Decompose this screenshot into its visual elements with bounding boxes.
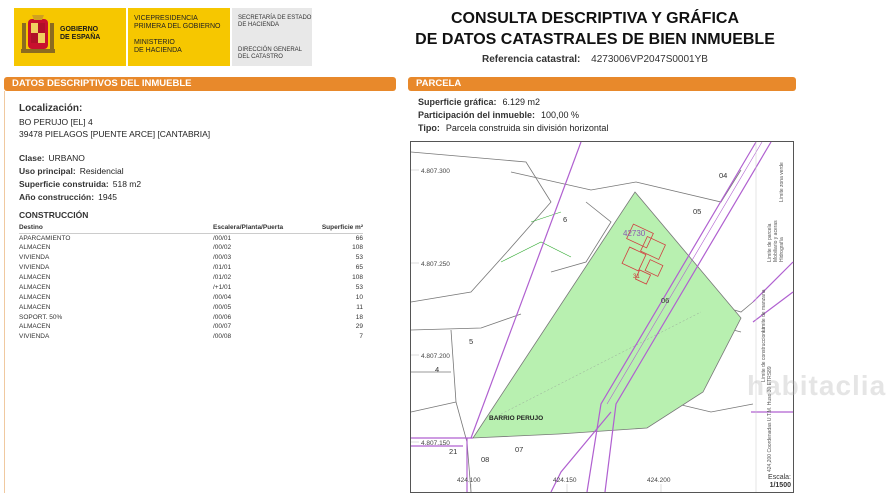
header [0,0,800,74]
col-superficie: Superficie m² [303,223,363,233]
parcel-ref-label: 42730 [623,229,646,238]
coord-y2: 4.807.250 [421,261,450,268]
vice-presidency-text: VICEPRESIDENCIA PRIMERA DEL GOBIERNO [134,15,221,30]
cell-superficie: 7 [359,333,363,341]
cadastral-reference [482,54,708,65]
vice-presidency-panel [126,8,230,66]
col-escalera: Escalera/Planta/Puerta [213,223,303,233]
superficie-row [19,179,141,189]
superficie-grafica-value: 6.129 m2 [502,97,541,107]
map-legend [761,162,785,472]
watermark-text: habitaclia [747,370,886,401]
participacion-label: Participación del inmueble: [418,110,536,120]
cell-superficie: 108 [352,244,363,252]
cell-superficie: 53 [355,254,363,262]
gov-shield-panel [14,8,126,66]
cell-superficie: 10 [355,293,363,301]
cell-destino: APARCAMIENTO [19,234,71,242]
clase-value: URBANO [48,153,85,163]
col-destino: Destino [19,223,213,233]
map-drawing [411,142,793,492]
scale-label: Escala: [768,474,791,481]
building-num-31: 31 [633,274,640,280]
legend-hidrografia: Hidrografía [779,237,785,262]
superficie-grafica-row [418,97,540,107]
clase-row [19,153,85,163]
cell-destino: ALMACEN [19,303,51,311]
map-scale [768,474,791,490]
anio-value: 1945 [98,192,118,202]
table-row [19,302,363,312]
anio-label: Año construcción: [19,192,95,202]
coord-x2: 424.150 [553,477,577,484]
clase-label: Clase: [19,153,45,163]
table-row [19,273,363,283]
section-bar-descriptive: DATOS DESCRIPTIVOS DEL INMUEBLE [4,77,396,91]
cell-superficie: 18 [355,313,363,321]
superficie-grafica-label: Superficie gráfica: [418,97,497,107]
cell-escalera: /01/01 [213,264,232,272]
table-header-row [19,223,363,233]
cell-superficie: 11 [356,303,363,311]
table-row [19,233,363,243]
participacion-value: 100,00 % [541,110,580,120]
cell-superficie: 66 [355,234,363,242]
legend-construcciones: Límite de construcciones [761,326,767,382]
cell-destino: VIVIENDA [19,264,50,272]
table-row [19,243,363,253]
scale-value: 1/1500 [769,482,791,489]
legend-parcela: Límite de parcela [767,223,773,262]
tipo-label: Tipo: [418,123,440,133]
cell-escalera: /00/08 [213,333,232,341]
participacion-row [418,110,579,120]
secretariat-text: SECRETARÍA DE ESTADO DE HACIENDA [238,15,312,28]
cell-escalera: /00/02 [213,244,232,252]
coord-y3: 4.807.200 [421,353,450,360]
cell-destino: VIVIENDA [19,333,50,341]
parcel-num-21: 21 [449,447,458,456]
parcel-num-04: 04 [719,171,728,180]
section-bar-parcela: PARCELA [408,77,796,91]
cell-destino: VIVIENDA [19,254,50,262]
descriptive-panel [4,91,396,493]
cell-superficie: 29 [355,323,363,331]
uso-label: Uso principal: [19,166,76,176]
location-line-1: BO PERUJO [EL] 4 [19,117,93,127]
cell-destino: ALMACEN [19,244,51,252]
cell-superficie: 108 [352,274,363,281]
parcel-num-05: 05 [693,207,702,216]
legend-manzana: Límite de manzana [761,289,767,332]
construction-title: CONSTRUCCIÓN [19,210,89,220]
cell-superficie: 65 [355,264,363,272]
ministry-text: MINISTERIO DE HACIENDA [134,39,182,54]
cell-escalera: /00/04 [213,293,232,301]
location-line-2: 39478 PIELAGOS [PUENTE ARCE] [CANTABRIA] [19,129,211,139]
coord-x1: 424.100 [457,477,481,484]
table-row [19,292,363,302]
cell-destino: SOPORT. 50% [19,313,63,321]
directorate-text: DIRECCIÓN GENERAL DEL CATASTRO [238,47,303,60]
superficie-label: Superficie construida: [19,179,109,189]
cell-escalera: /00/01 [213,234,232,242]
table-row [19,263,363,273]
government-logo-block [14,8,312,66]
cell-escalera: /00/06 [213,313,232,321]
cadastral-map[interactable] [410,141,886,493]
uso-row [19,166,124,176]
table-row [19,282,363,292]
secretariat-panel [230,8,312,66]
cell-destino: ALMACEN [19,293,51,301]
cell-destino: ALMACEN [19,323,51,331]
coord-x3: 424.200 [647,477,671,484]
tipo-value: Parcela construida sin división horizontal [445,123,609,133]
cell-superficie: 53 [355,283,363,291]
cell-escalera: /01/02 [213,274,232,281]
table-row [19,332,363,342]
parcel-num-08: 08 [481,455,490,464]
table-row [19,322,363,332]
tipo-row [418,123,608,133]
legend-coord-note: 424,200 Coordenadas U.T.M. Huso 30 ETRS89 [767,366,773,472]
parcel-num-07: 07 [515,445,524,454]
cell-escalera: /00/03 [213,254,232,262]
gov-name: GOBIERNO DE ESPAÑA [60,26,101,41]
cell-escalera: /00/05 [213,303,232,311]
table-row [19,253,363,263]
cell-escalera: /00/07 [213,323,232,331]
parcel-num-6: 6 [563,215,568,224]
legend-zona-verde: Límite zona verde [779,162,785,202]
coord-y4: 4.807.150 [421,440,450,447]
parcel-num-06: 06 [661,296,670,305]
coat-of-arms-icon [20,13,56,59]
parcela-panel [408,91,886,493]
ref-value: 4273006VP2047S0001YB [591,54,708,65]
uso-value: Residencial [79,166,124,176]
table-row [19,312,363,322]
parcel-num-5: 5 [469,337,474,346]
construction-table [19,223,363,342]
parcel-num-4: 4 [435,365,440,374]
legend-mobiliario: Mobiliario y aceras [773,220,779,262]
barrio-label: BARRIO PERUJO [489,415,544,422]
cell-escalera: /+1/01 [213,283,232,291]
page-title: CONSULTA DESCRIPTIVA Y GRÁFICA DE DATOS CATASTRALES DE BIEN INMUEBLE [415,10,775,48]
superficie-value: 518 m2 [112,179,142,189]
location-label: Localización: [19,103,83,114]
coord-y1: 4.807.300 [421,168,450,175]
cell-destino: ALMACEN [19,283,51,291]
ref-label: Referencia catastral: [482,54,581,65]
cell-destino: ALMACEN [19,274,51,281]
anio-row [19,192,117,202]
